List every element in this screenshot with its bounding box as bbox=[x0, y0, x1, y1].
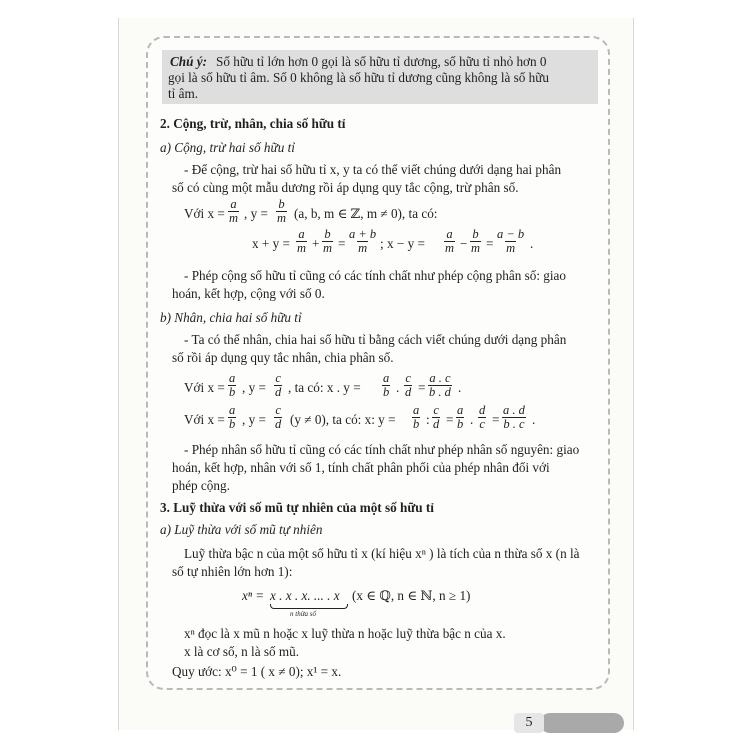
section2a-p3: - Phép cộng số hữu tỉ cũng có các tính chất như phép cộng phân số: giao bbox=[184, 268, 566, 283]
section3-p4: x là cơ số, n là số mũ. bbox=[184, 644, 300, 659]
section2b-mul: , ta có: x . y = bbox=[288, 380, 361, 395]
underbrace bbox=[270, 604, 348, 609]
frac-apb-m: $\frac{a + b}{m}$ bbox=[349, 227, 377, 255]
frac-a-m-2: $\frac{a}{m}$ bbox=[445, 227, 455, 255]
section2b-p2: số rồi áp dụng quy tắc nhân, chia phân số. bbox=[172, 350, 394, 365]
period-mul: . bbox=[458, 380, 462, 395]
note-line-2: gọi là số hữu tỉ âm. Số 0 không là số hữu tỉ dương cũng không là số hữu bbox=[168, 70, 549, 85]
note-line-1: Số hữu tỉ lớn hơn 0 gọi là số hữu tỉ dương, số hữu tỉ nhỏ hơn 0 bbox=[216, 54, 547, 69]
frac-c-d-mul: $\frac{c}{d}$ bbox=[275, 371, 282, 399]
section2b-div: (y ≠ 0), ta có: x: y = bbox=[290, 412, 396, 427]
with-x-div: Với x = bbox=[184, 412, 225, 427]
page-number: 5 bbox=[514, 713, 544, 733]
frac-a-b-div: $\frac{a}{b}$ bbox=[229, 403, 236, 431]
section2a-heading: a) Cộng, trừ hai số hữu tỉ bbox=[160, 140, 295, 155]
note-label: Chú ý: bbox=[170, 54, 208, 69]
frac-a-b-d3: $\frac{a}{b}$ bbox=[457, 403, 464, 431]
frac-c-d-div: $\frac{c}{d}$ bbox=[275, 403, 282, 431]
section3-p3: xⁿ đọc là x mũ n hoặc x luỹ thừa n hoặc luỹ thừa bậc n của x. bbox=[184, 626, 506, 641]
frac-d-c: $\frac{d}{c}$ bbox=[479, 403, 486, 431]
frac-a-b-m2: $\frac{a}{b}$ bbox=[383, 371, 390, 399]
section2b-p4: hoán, kết hợp, nhân với số 1, tính chất phân phối của phép nhân đối với bbox=[172, 460, 550, 475]
def-lhs: xⁿ = bbox=[242, 588, 265, 603]
period-div: . bbox=[532, 412, 536, 427]
def-under: n thừa số bbox=[290, 610, 316, 618]
eq-div-2: = bbox=[492, 412, 500, 427]
y-equals-div: , y = bbox=[242, 412, 266, 427]
fraction-a-over-m: $\frac{a}{m}$ bbox=[229, 197, 239, 225]
def-rhs: x . x . x. ... . x bbox=[270, 588, 340, 603]
frac-c-d-d2: $\frac{c}{d}$ bbox=[433, 403, 440, 431]
frac-b-m-2: $\frac{b}{m}$ bbox=[471, 227, 481, 255]
equals-sign: = bbox=[338, 236, 346, 251]
eq-mul: = bbox=[418, 380, 426, 395]
y-equals: , y = bbox=[244, 206, 268, 221]
section3a-heading: a) Luỹ thừa với số mũ tự nhiên bbox=[160, 522, 323, 537]
frac-amb-m: $\frac{a - b}{m}$ bbox=[497, 227, 525, 255]
frac-ac-bd: $\frac{a . c}{b . d}$ bbox=[429, 371, 451, 399]
period: . bbox=[530, 236, 534, 251]
colon-op: : bbox=[426, 412, 430, 427]
section2a-cond: (a, b, m ∈ ℤ, m ≠ 0), ta có: bbox=[294, 206, 438, 221]
plus-sign: + bbox=[312, 236, 320, 251]
section2b-p1: - Ta có thể nhân, chia hai số hữu tỉ bằng cách viết chúng dưới dạng phân bbox=[184, 332, 567, 347]
minus-sign: − bbox=[460, 236, 468, 251]
dot-op-2: . bbox=[470, 412, 474, 427]
section2a-p2: số có cùng một mẫu dương rồi áp dụng quy tắc cộng, trừ phân số. bbox=[172, 180, 519, 195]
equals-sign-2: = bbox=[486, 236, 494, 251]
page-number-bar bbox=[540, 713, 624, 733]
dot-op: . bbox=[396, 380, 400, 395]
def-cond: (x ∈ ℚ, n ∈ ℕ, n ≥ 1) bbox=[352, 588, 471, 603]
section2a-sum: x + y = bbox=[252, 236, 290, 251]
section3-heading: 3. Luỹ thừa với số mũ tự nhiên của một số hữu tỉ bbox=[160, 500, 434, 515]
section3-p2: số tự nhiên lớn hơn 1): bbox=[172, 564, 293, 579]
section3-p1: Luỹ thừa bậc n của một số hữu tỉ x (kí hiệu xⁿ ) là tích của n thừa số x (n là bbox=[184, 546, 580, 561]
fraction-b-over-m: $\frac{b}{m}$ bbox=[277, 197, 287, 225]
y-equals-mul: , y = bbox=[242, 380, 266, 395]
frac-a-b-mul: $\frac{a}{b}$ bbox=[229, 371, 236, 399]
section2a-p1: - Để cộng, trừ hai số hữu tỉ x, y ta có thể viết chúng dưới dạng hai phân bbox=[184, 162, 562, 177]
section2a-with: Với x = bbox=[184, 206, 225, 221]
section2b-p5: phép cộng. bbox=[172, 478, 230, 493]
section2a-diff: ; x − y = bbox=[380, 236, 425, 251]
with-x-mul: Với x = bbox=[184, 380, 225, 395]
note-line-3: tỉ âm. bbox=[168, 86, 199, 101]
section2a-p4: hoán, kết hợp, cộng với số 0. bbox=[172, 286, 325, 301]
eq-div-1: = bbox=[446, 412, 454, 427]
frac-a-m-1: $\frac{a}{m}$ bbox=[297, 227, 307, 255]
section2-heading: 2. Cộng, trừ, nhân, chia số hữu tỉ bbox=[160, 116, 346, 131]
frac-a-b-d2: $\frac{a}{b}$ bbox=[413, 403, 420, 431]
section3-p5: Quy ước: x⁰ = 1 ( x ≠ 0); x¹ = x. bbox=[172, 664, 342, 679]
section2b-heading: b) Nhân, chia hai số hữu tỉ bbox=[160, 310, 302, 325]
section2b-p3: - Phép nhân số hữu tỉ cũng có các tính chất như phép nhân số nguyên: giao bbox=[184, 442, 580, 457]
frac-c-d-m2: $\frac{c}{d}$ bbox=[405, 371, 412, 399]
frac-b-m-1: $\frac{b}{m}$ bbox=[323, 227, 333, 255]
frac-ad-bc: $\frac{a . d}{b . c}$ bbox=[503, 403, 525, 431]
